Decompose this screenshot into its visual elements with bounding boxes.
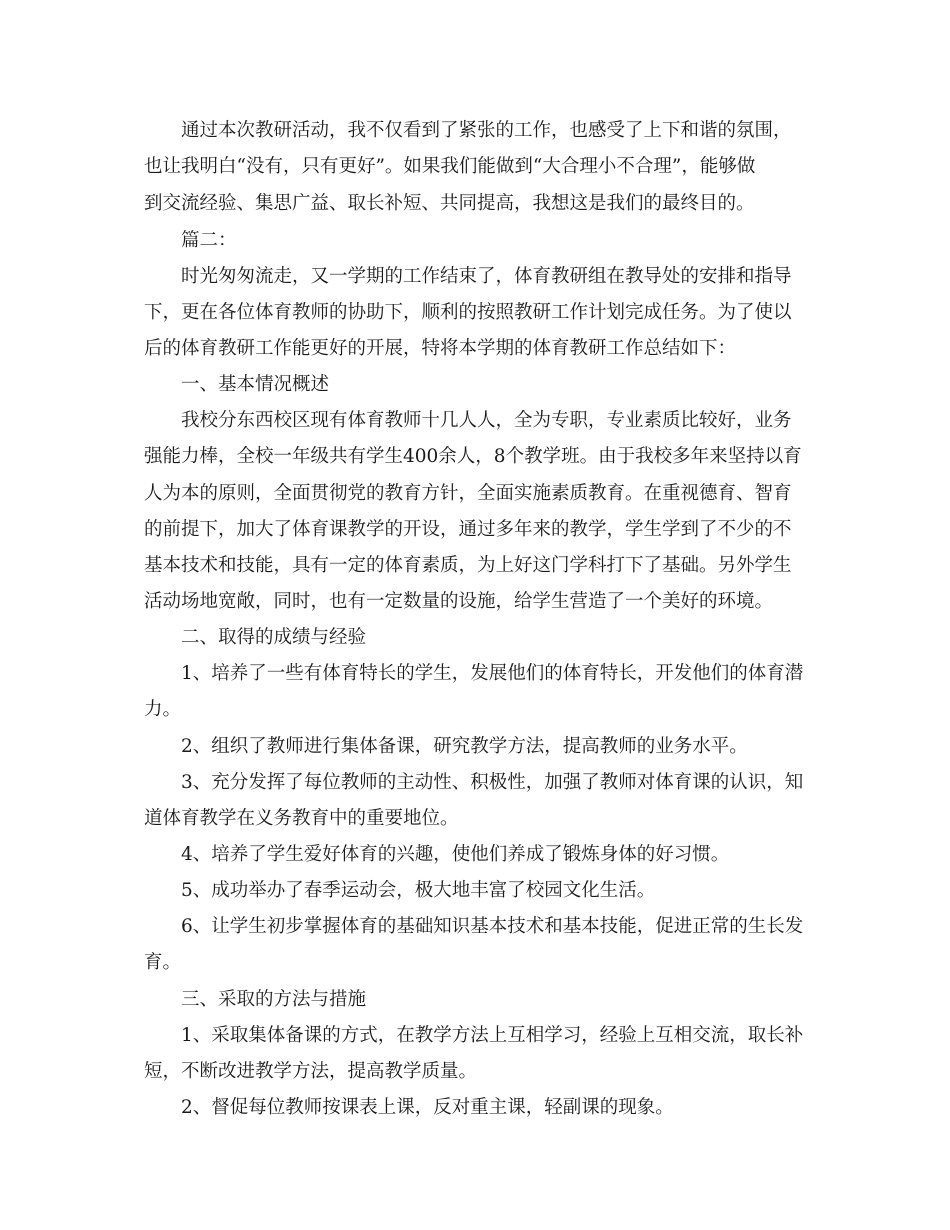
text-line: 强能力棒，全校一年级共有学生400余人，8个教学班。由于我校多年来坚持以育	[144, 446, 802, 467]
text-line: 后的体育教研工作能更好的开展，特将本学期的体育教研工作总结如下：	[144, 338, 737, 359]
section-heading: 篇二：	[181, 230, 237, 251]
text-line: 时光匆匆流走，又一学期的工作结束了，体育教研组在教导处的安排和指导	[181, 266, 792, 287]
section-heading: 一、基本情况概述	[181, 374, 330, 395]
text-line: 也让我明白“没有，只有更好”。如果我们能做到“大合理小不合理”，能够做	[144, 156, 756, 177]
list-item: 1、培养了一些有体育特长的学生，发展他们的体育特长，开发他们的体育潜	[181, 663, 804, 684]
text-line: 人为本的原则，全面贯彻党的教育方针，全面实施素质教育。在重视德育、智育	[144, 483, 792, 504]
list-item: 2、组织了教师进行集体备课，研究教学方法，提高教师的业务水平。	[181, 736, 748, 757]
list-item: 6、让学生初步掌握体育的基础知识基本技术和基本技能，促进正常的生长发	[181, 916, 804, 937]
text-line: 力。	[144, 699, 182, 720]
list-item: 3、充分发挥了每位教师的主动性、积极性，加强了教师对体育课的认识，知	[181, 772, 804, 793]
text-line: 下，更在各位体育教师的协助下，顺利的按照教研工作计划完成任务。为了使以	[144, 302, 792, 323]
list-item: 2、督促每位教师按课表上课，反对重主课，轻副课的现象。	[181, 1097, 674, 1118]
list-item: 4、培养了学生爱好体育的兴趣，使他们养成了锻炼身体的好习惯。	[181, 844, 730, 865]
text-line: 活动场地宽敞，同时，也有一定数量的设施，给学生营造了一个美好的环境。	[144, 591, 774, 612]
text-line: 基本技术和技能，具有一定的体育素质，为上好这门学科打下了基础。另外学生	[144, 555, 792, 576]
section-heading: 二、取得的成绩与经验	[181, 627, 367, 648]
list-item: 1、采取集体备课的方式，在教学方法上互相学习，经验上互相交流，取长补	[181, 1025, 804, 1046]
text-line: 短，不断改进教学方法，提高教学质量。	[144, 1061, 478, 1082]
text-line: 通过本次教研活动，我不仅看到了紧张的工作，也感受了上下和谐的氛围，	[181, 120, 792, 141]
list-item: 5、成功举办了春季运动会，极大地丰富了校园文化生活。	[181, 880, 656, 901]
text-line: 道体育教学在义务教育中的重要地位。	[144, 808, 459, 829]
text-line: 我校分东西校区现有体育教师十几人人，全为专职，专业素质比较好，业务	[181, 410, 792, 431]
text-line: 到交流经验、集思广益、取长补短、共同提高，我想这是我们的最终目的。	[144, 193, 755, 214]
text-line: 的前提下，加大了体育课教学的开设，通过多年来的教学，学生学到了不少的不	[144, 519, 792, 540]
text-line: 育。	[144, 952, 182, 973]
section-heading: 三、采取的方法与措施	[181, 989, 367, 1010]
